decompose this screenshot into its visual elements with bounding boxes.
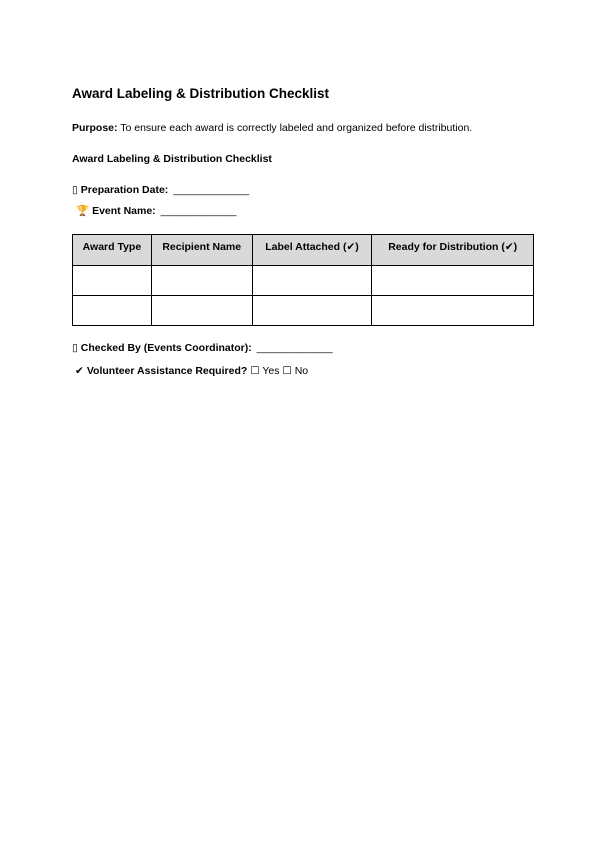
purpose-statement [72, 122, 472, 134]
checked-by-field [72, 342, 333, 354]
column-header-recipient-name: Recipient Name [151, 235, 252, 266]
preparation-date-label: Preparation Date: [80, 184, 169, 196]
clipboard-icon: ▯ [72, 342, 78, 354]
section-heading: Award Labeling & Distribution Checklist [72, 153, 272, 165]
table-cell[interactable] [372, 266, 534, 296]
column-header-label-attached: Label Attached (✔) [252, 235, 372, 266]
checkmark-icon: ✔ [75, 365, 84, 377]
volunteer-assistance-label: Volunteer Assistance Required? [86, 365, 248, 377]
event-name-blank[interactable]: _____________ [160, 205, 237, 217]
checked-by-blank[interactable]: _____________ [256, 342, 333, 354]
column-header-award-type: Award Type [73, 235, 152, 266]
table-row [73, 296, 534, 326]
table-row [73, 266, 534, 296]
table-cell[interactable] [73, 296, 152, 326]
column-header-ready-for-distribution: Ready for Distribution (✔) [372, 235, 534, 266]
table-cell[interactable] [252, 266, 372, 296]
table-header-row [73, 235, 534, 266]
purpose-label: Purpose: [72, 122, 118, 134]
award-checklist-table [72, 234, 534, 326]
trophy-icon: 🏆 [76, 205, 90, 217]
volunteer-assistance-field [75, 365, 308, 377]
table-cell[interactable] [252, 296, 372, 326]
preparation-date-blank[interactable]: _____________ [173, 184, 250, 196]
table-cell[interactable] [151, 266, 252, 296]
purpose-text: To ensure each award is correctly labeled and organized before distribution. [117, 122, 473, 134]
event-name-field [76, 204, 237, 217]
volunteer-options[interactable]: ☐ Yes ☐ No [247, 365, 309, 377]
preparation-date-field [72, 184, 249, 196]
table-cell[interactable] [151, 296, 252, 326]
table-cell[interactable] [372, 296, 534, 326]
table-cell[interactable] [73, 266, 152, 296]
checked-by-label: Checked By (Events Coordinator): [80, 342, 252, 354]
event-name-label: Event Name: [92, 205, 156, 217]
document-title: Award Labeling & Distribution Checklist [72, 86, 330, 101]
calendar-icon: ▯ [72, 184, 78, 196]
